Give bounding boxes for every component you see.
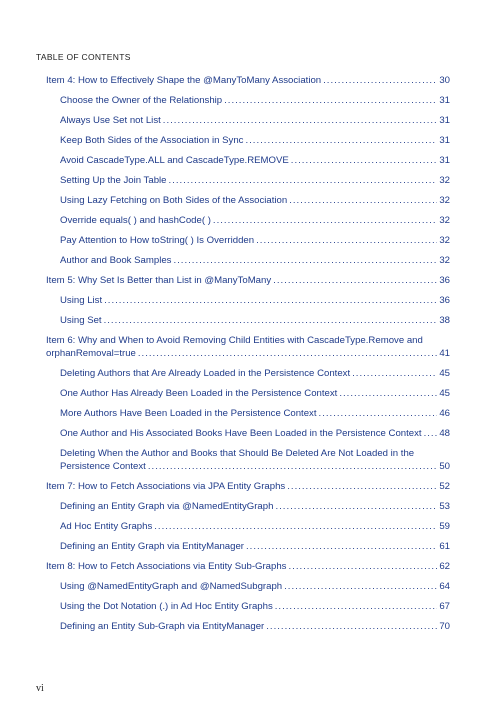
toc-subentry[interactable] xyxy=(60,294,450,307)
dot-leader xyxy=(169,174,438,187)
toc-entry-label-line1: Deleting When the Author and Books that Should Be Deleted Are Not Loaded in the xyxy=(60,448,415,459)
dot-leader xyxy=(256,234,437,247)
toc-entry-label: One Author Has Already Been Loaded in the Persistence Context xyxy=(60,388,338,399)
toc-entry-label: Avoid CascadeType.ALL and CascadeType.REMOVE xyxy=(60,155,289,166)
toc-page-number: 32 xyxy=(439,195,450,206)
toc-subentry[interactable] xyxy=(60,314,450,327)
toc-page-number: 31 xyxy=(439,135,450,146)
toc-page-number: 32 xyxy=(439,215,450,226)
page-header: TABLE OF CONTENTS xyxy=(36,52,131,62)
toc-subentry[interactable] xyxy=(60,620,450,633)
toc-entry-label: Item 7: How to Fetch Associations via JPA Entity Graphs xyxy=(46,481,286,492)
toc-entry-label: Pay Attention to How toString( ) Is Overridden xyxy=(60,235,255,246)
toc-page-number: 53 xyxy=(439,501,450,512)
toc-subentry[interactable] xyxy=(60,174,450,187)
dot-leader xyxy=(148,460,437,473)
toc-entry-label: Ad Hoc Entity Graphs xyxy=(60,521,153,532)
toc-subentry[interactable] xyxy=(60,114,450,127)
toc-subentry[interactable] xyxy=(60,214,450,227)
toc-entry-label: Author and Book Samples xyxy=(60,255,172,266)
toc-entry-label: Defining an Entity Graph via EntityManager xyxy=(60,541,244,552)
toc-entry-label: Defining an Entity Sub-Graph via EntityManager xyxy=(60,621,265,632)
dot-leader xyxy=(284,580,437,593)
toc-page-number: 32 xyxy=(439,235,450,246)
toc-page-number: 32 xyxy=(439,175,450,186)
toc-entry-label: Using the Dot Notation (.) in Ad Hoc Entity Graphs xyxy=(60,601,273,612)
toc-page-number: 50 xyxy=(439,461,450,472)
dot-leader xyxy=(289,194,437,207)
dot-leader xyxy=(287,480,437,493)
dot-leader xyxy=(246,540,437,553)
toc-page-number: 45 xyxy=(439,368,450,379)
toc-page-number: 36 xyxy=(439,275,450,286)
toc-entry-label: Setting Up the Join Table xyxy=(60,175,167,186)
toc-subentry[interactable] xyxy=(60,520,450,533)
toc-subentry[interactable] xyxy=(60,407,450,420)
toc-entry-label: One Author and His Associated Books Have Been Loaded in the Persistence Context xyxy=(60,428,422,439)
toc-subentry[interactable] xyxy=(60,387,450,400)
dot-leader xyxy=(273,274,437,287)
dot-leader xyxy=(173,254,437,267)
toc-subentry[interactable] xyxy=(60,600,450,613)
toc-entry-label: Override equals( ) and hashCode( ) xyxy=(60,215,211,226)
toc-page-number: 62 xyxy=(439,561,450,572)
toc-entry-label: Using Set xyxy=(60,315,102,326)
toc-entry-label: Item 4: How to Effectively Shape the @ManyToMany Association xyxy=(46,75,322,86)
toc-page-number: 31 xyxy=(439,95,450,106)
dot-leader xyxy=(323,74,437,87)
dot-leader xyxy=(424,427,438,440)
toc-entry[interactable] xyxy=(46,480,450,493)
toc-entry-label: Deleting Authors that Are Already Loaded in the Persistence Context xyxy=(60,368,351,379)
toc-entry[interactable] xyxy=(46,560,450,573)
toc-subentry[interactable] xyxy=(60,500,450,513)
toc-page-number: 52 xyxy=(439,481,450,492)
toc-entry[interactable] xyxy=(46,74,450,87)
toc-page-number: 61 xyxy=(439,541,450,552)
dot-leader xyxy=(104,294,437,307)
toc-entry[interactable] xyxy=(46,274,450,287)
toc-entry-label: Choose the Owner of the Relationship xyxy=(60,95,223,106)
toc-subentry[interactable] xyxy=(60,234,450,247)
toc-page-number: 45 xyxy=(439,388,450,399)
toc-list xyxy=(46,74,450,640)
dot-leader xyxy=(266,620,437,633)
toc-page-number: 70 xyxy=(439,621,450,632)
dot-leader xyxy=(154,520,437,533)
toc-entry-label: Using List xyxy=(60,295,103,306)
toc-subentry[interactable] xyxy=(60,447,450,473)
toc-entry-label: orphanRemoval=true xyxy=(46,348,136,359)
toc-page-number: 46 xyxy=(439,408,450,419)
dot-leader xyxy=(288,560,437,573)
toc-entry-label: Using Lazy Fetching on Both Sides of the Association xyxy=(60,195,288,206)
dot-leader xyxy=(213,214,437,227)
dot-leader xyxy=(339,387,437,400)
toc-page-number: 67 xyxy=(439,601,450,612)
dot-leader xyxy=(138,347,437,360)
toc-page-number: 59 xyxy=(439,521,450,532)
toc-entry-label-line1: Item 6: Why and When to Avoid Removing Child Entities with CascadeType.Remove and xyxy=(46,335,423,346)
toc-entry-label: Always Use Set not List xyxy=(60,115,161,126)
toc-subentry[interactable] xyxy=(60,580,450,593)
toc-page-number: 48 xyxy=(439,428,450,439)
toc-entry-label: Item 5: Why Set Is Better than List in @ManyToMany xyxy=(46,275,272,286)
dot-leader xyxy=(319,407,438,420)
toc-subentry[interactable] xyxy=(60,427,450,440)
toc-page-number: 31 xyxy=(439,155,450,166)
dot-leader xyxy=(245,134,437,147)
dot-leader xyxy=(275,600,438,613)
toc-page-number: 32 xyxy=(439,255,450,266)
toc-page-number: 31 xyxy=(439,115,450,126)
dot-leader xyxy=(104,314,438,327)
toc-entry-label: Item 8: How to Fetch Associations via Entity Sub-Graphs xyxy=(46,561,287,572)
toc-page-number: 64 xyxy=(439,581,450,592)
toc-page-number: 41 xyxy=(439,348,450,359)
toc-entry-label: Defining an Entity Graph via @NamedEntityGraph xyxy=(60,501,274,512)
dot-leader xyxy=(291,154,438,167)
dot-leader xyxy=(275,500,437,513)
dot-leader xyxy=(352,367,437,380)
toc-subentry[interactable] xyxy=(60,154,450,167)
toc-subentry[interactable] xyxy=(60,94,450,107)
toc-entry-label: Persistence Context xyxy=(60,461,146,472)
toc-page-number: 30 xyxy=(439,75,450,86)
toc-entry-label: More Authors Have Been Loaded in the Persistence Context xyxy=(60,408,317,419)
dot-leader xyxy=(163,114,438,127)
toc-subentry[interactable] xyxy=(60,194,450,207)
page-number: vi xyxy=(36,683,44,694)
toc-page-number: 36 xyxy=(439,295,450,306)
toc-entry-label: Keep Both Sides of the Association in Sync xyxy=(60,135,244,146)
toc-subentry[interactable] xyxy=(60,540,450,553)
toc-entry[interactable] xyxy=(46,334,450,360)
toc-entry-label: Using @NamedEntityGraph and @NamedSubgraph xyxy=(60,581,283,592)
toc-page-number: 38 xyxy=(439,315,450,326)
toc-subentry[interactable] xyxy=(60,134,450,147)
toc-subentry[interactable] xyxy=(60,367,450,380)
toc-subentry[interactable] xyxy=(60,254,450,267)
dot-leader xyxy=(224,94,437,107)
